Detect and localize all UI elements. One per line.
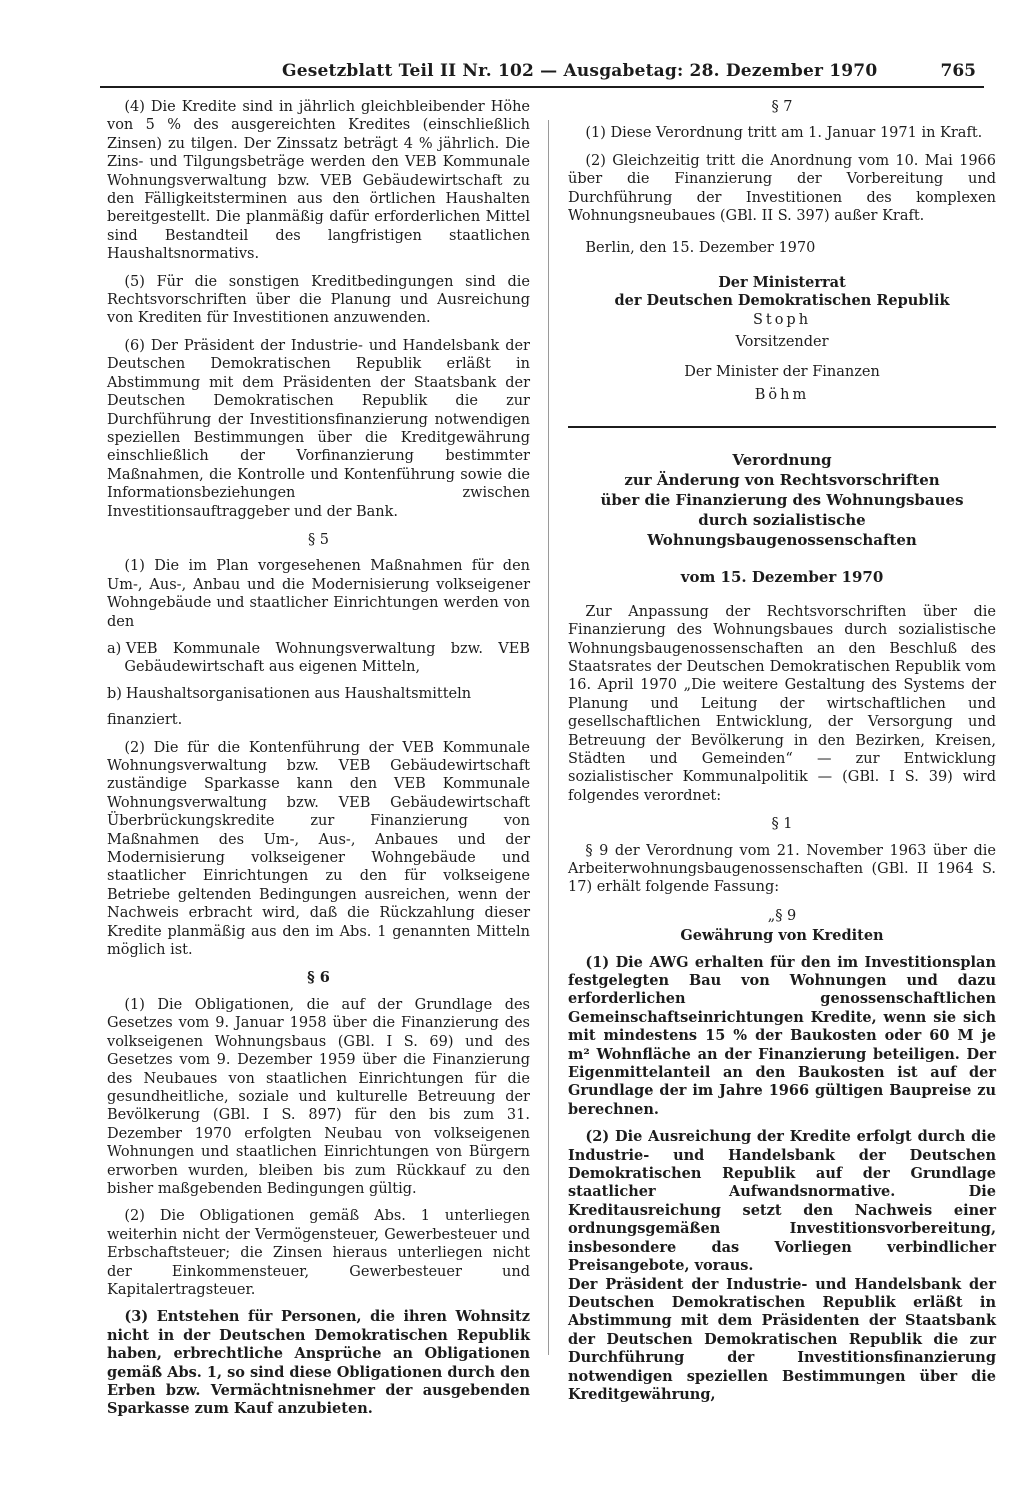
decree-date: vom 15. Dezember 1970 [680,568,884,587]
page-number: 765 [940,61,976,81]
decree-title-line-2: zur Änderung von Rechtsvorschriften [624,471,940,490]
left-column [107,98,530,1428]
section-5-financed: finanziert. [107,712,183,729]
right-column [568,98,996,1413]
section-7-heading: § 7 [771,99,793,115]
section-9-paragraph-3: Der Präsident der Industrie- und Handelsbank der Deutschen Demokratischen Republik erläßt in Abstimmung mit dem Präsidenten der Staatsbank der Deutschen Demokratischen Republik die zur Durchführung der Investitionsfinanzierung notwendigen speziellen Bestimmungen über die Kreditgewährung, [568,1275,996,1403]
section-6-paragraph-3: (3) Entstehen für Personen, die ihren Wohnsitz nicht in der Deutschen Demokratischen Republik haben, erbrechtliche Ansprüche an Obligationen gemäß Abs. 1, so sind diese Obligationen durch den Erben bzw. Vermächtnisnehmer der ausgebenden Sparkasse zum Kauf anzubieten. [107,1308,530,1418]
decree-title-line-3: über die Finanzierung des Wohnungsbaues [600,491,964,510]
section-1-heading: § 1 [771,816,793,833]
section-7-paragraph-2: (2) Gleichzeitig tritt die Anordnung vom 10. Mai 1966 über die Finanzierung der Vorbereitung und Durchführung der Investitionen des komplexen Wohnungsneubaues (GBl. II S. 397) außer Kraft. [568,152,996,225]
page-header [100,62,984,88]
section-5-paragraph-2: (2) Die für die Kontenführung der VEB Kommunale Wohnungsverwaltung bzw. VEB Gebäudewirtschaft zuständige Sparkasse kann den VEB Kommunale Wohnungsverwaltung bzw. VEB Gebäudewirtschaft Überbrückungskredite zur Finanzierung von Maßnahmen des Um-, Aus-, Anbaues und der Modernisierung volkseigener Wohngebäude und staatlicher Einrichtungen zu den für volkseigene Betriebe geltenden Bedingungen ausreichen, wenn der Nachweis erbracht wird, daß die Rückzahlung dieser Kredite planmäßig aus den im Abs. 1 genannten Mitteln möglich ist. [107,739,530,959]
paragraph-6: (6) Der Präsident der Industrie- und Handelsbank der Deutschen Demokratischen Republik erläßt in Abstimmung mit dem Präsidenten der Staatsbank der Deutschen Demokratischen Republik die zur Durchführung der Investitionsfinanzierung notwendigen speziellen Bestimmungen über die Kreditgewährung einschließlich der Vorfinanzierung bestimmter Maßnahmen, die Kontrolle und Kontenführung sowie die Informationsbeziehungen zwischen Investitionsauftraggeber und der Bank. [107,337,530,520]
item-a-text: VEB Kommunale Wohnungsverwaltung bzw. VEB Gebäudewirtschaft aus eigenen Mitteln, [124,640,530,676]
item-b-label: b) [107,685,122,702]
section-5-paragraph-1: (1) Die im Plan vorgesehenen Maßnahmen für den Um-, Aus-, Anbau und die Modernisierung volkseigener Wohngebäude und staatlicher Einrichtungen werden von den [107,558,530,630]
minister-name: Böhm [754,386,810,403]
section-9-heading: „§ 9 [767,907,797,924]
column-divider [548,120,549,1355]
chair-title: Vorsitzender [735,334,829,351]
section-7-paragraph-1: (1) Diese Verordnung tritt am 1. Januar 1971 in Kraft. [585,125,983,142]
section-9-paragraph-1: (1) Die AWG erhalten für den im Investitionsplan festgelegten Bau von Wohnungen und dazu erforderlichen genossenschaftlichen Gemeinschaftseinrichtungen Kredite, wenn sie sich mit mindestens 15 % der Baukosten oder 60 M je m² Wohnfläche an der Finanzierung beteiligen. Der Eigenmittelanteil an den Baukosten ist auf der Grundlage der im Jahre 1966 gültigen Baupreise zu berechnen. [568,953,996,1118]
section-9-subtitle: Gewährung von Krediten [680,927,884,945]
section-6-paragraph-1: (1) Die Obligationen, die auf der Grundlage des Gesetzes vom 9. Januar 1958 über die Finanzierung des volkseigenen Wohnungsbaus (GBl. I S. 69) und des Gesetzes vom 9. Dezember 1959 über die Finanzierung des Neubaues von staatlichen Einrichtungen für die gesundheitliche, soziale und kulturelle Betreuung der Bevölkerung (GBl. I S. 897) für den bis zum 31. Dezember 1970 erfolgten Neubau von volkseigenen Wohnungen und staatlichen Einrichtungen von Bürgern erworben wurden, bleiben bis zum Rückkauf zu den bisher maßgebenden Bedingungen gültig. [107,996,530,1197]
section-1-text: § 9 der Verordnung vom 21. November 1963 über die Arbeiterwohnungsbaugenossenschaften (GBl. II 1964 S. 17) erhält folgende Fassung: [568,842,996,896]
decree-title-line-1: Verordnung [732,451,832,470]
item-b-text: Haushaltsorganisationen aus Haushaltsmitteln [125,685,472,702]
header-title: Gesetzblatt Teil II Nr. 102 — Ausgabetag: 28. Dezember 1970 [282,61,878,81]
section-6-heading: § 6 [307,969,330,987]
decree-title-line-4: durch sozialistische Wohnungsbaugenossenschaften [647,511,917,550]
section-rule [568,426,996,428]
section-5-item-b [107,685,530,703]
item-a-label: a) [107,640,122,657]
section-6-paragraph-2: (2) Die Obligationen gemäß Abs. 1 unterliegen weiterhin nicht der Vermögensteuer, Gewerbesteuer und Erbschaftsteuer; die Zinsen hieraus unterliegen nicht der Einkommensteuer, Gewerbesteuer und Kapitalertragsteuer. [107,1208,530,1298]
paragraph-5: (5) Für die sonstigen Kreditbedingungen sind die Rechtsvorschriften über die Planung und Ausreichung von Krediten für Investitionen anzuwenden. [107,273,530,327]
section-5-heading: § 5 [307,531,330,548]
preamble: Zur Anpassung der Rechtsvorschriften über die Finanzierung des Wohnungsbaues durch sozialistische Wohnungsbaugenossenschaften an den Beschluß des Staatsrates der Deutschen Demokratischen Republik vom 16. April 1970 „Die weitere Gestaltung des Systems der Planung und Leitung der wirtschaftlichen und gesellschaftlichen Entwicklung, der Versorgung und Betreuung der Bevölkerung in den Bezirken, Kreisen, Städten und Gemeinden“ — zur Entwicklung sozialistischer Kommunalpolitik — (GBl. I S. 39) wird folgendes verordnet: [568,603,996,804]
council-line-1: Der Ministerrat [718,273,846,291]
section-9-paragraph-2: (2) Die Ausreichung der Kredite erfolgt durch die Industrie- und Handelsbank der Deutschen Demokratischen Republik auf der Grundlage staatlicher Aufwandsnormative. Die Kreditausreichung setzt den Nachweis einer ordnungsgemäßen Investitionsvorbereitung, insbesondere das Vorliegen verbindlicher Preisangebote, voraus. [568,1128,996,1275]
minister-title: Der Minister der Finanzen [684,364,880,381]
section-5-item-a [107,640,530,677]
place-date: Berlin, den 15. Dezember 1970 [585,240,816,257]
paragraph-4: (4) Die Kredite sind in jährlich gleichbleibender Höhe von 5 % des ausgereichten Kredites (einschließlich Zinsen) zu tilgen. Der Zinssatz beträgt 4 % jährlich. Die Zins- und Tilgungsbeträge werden den VEB Kommunale Wohnungsverwaltung bzw. VEB Gebäudewirtschaft zu den Fälligkeitsterminen aus den örtlichen Haushalten bereitgestellt. Die planmäßig dafür erforderlichen Mittel sind Bestandteil des langfristigen staatlichen Haushaltsnormativs. [107,99,530,263]
council-line-2: der Deutschen Demokratischen Republik [614,292,950,310]
chair-name: Stoph [752,311,812,328]
